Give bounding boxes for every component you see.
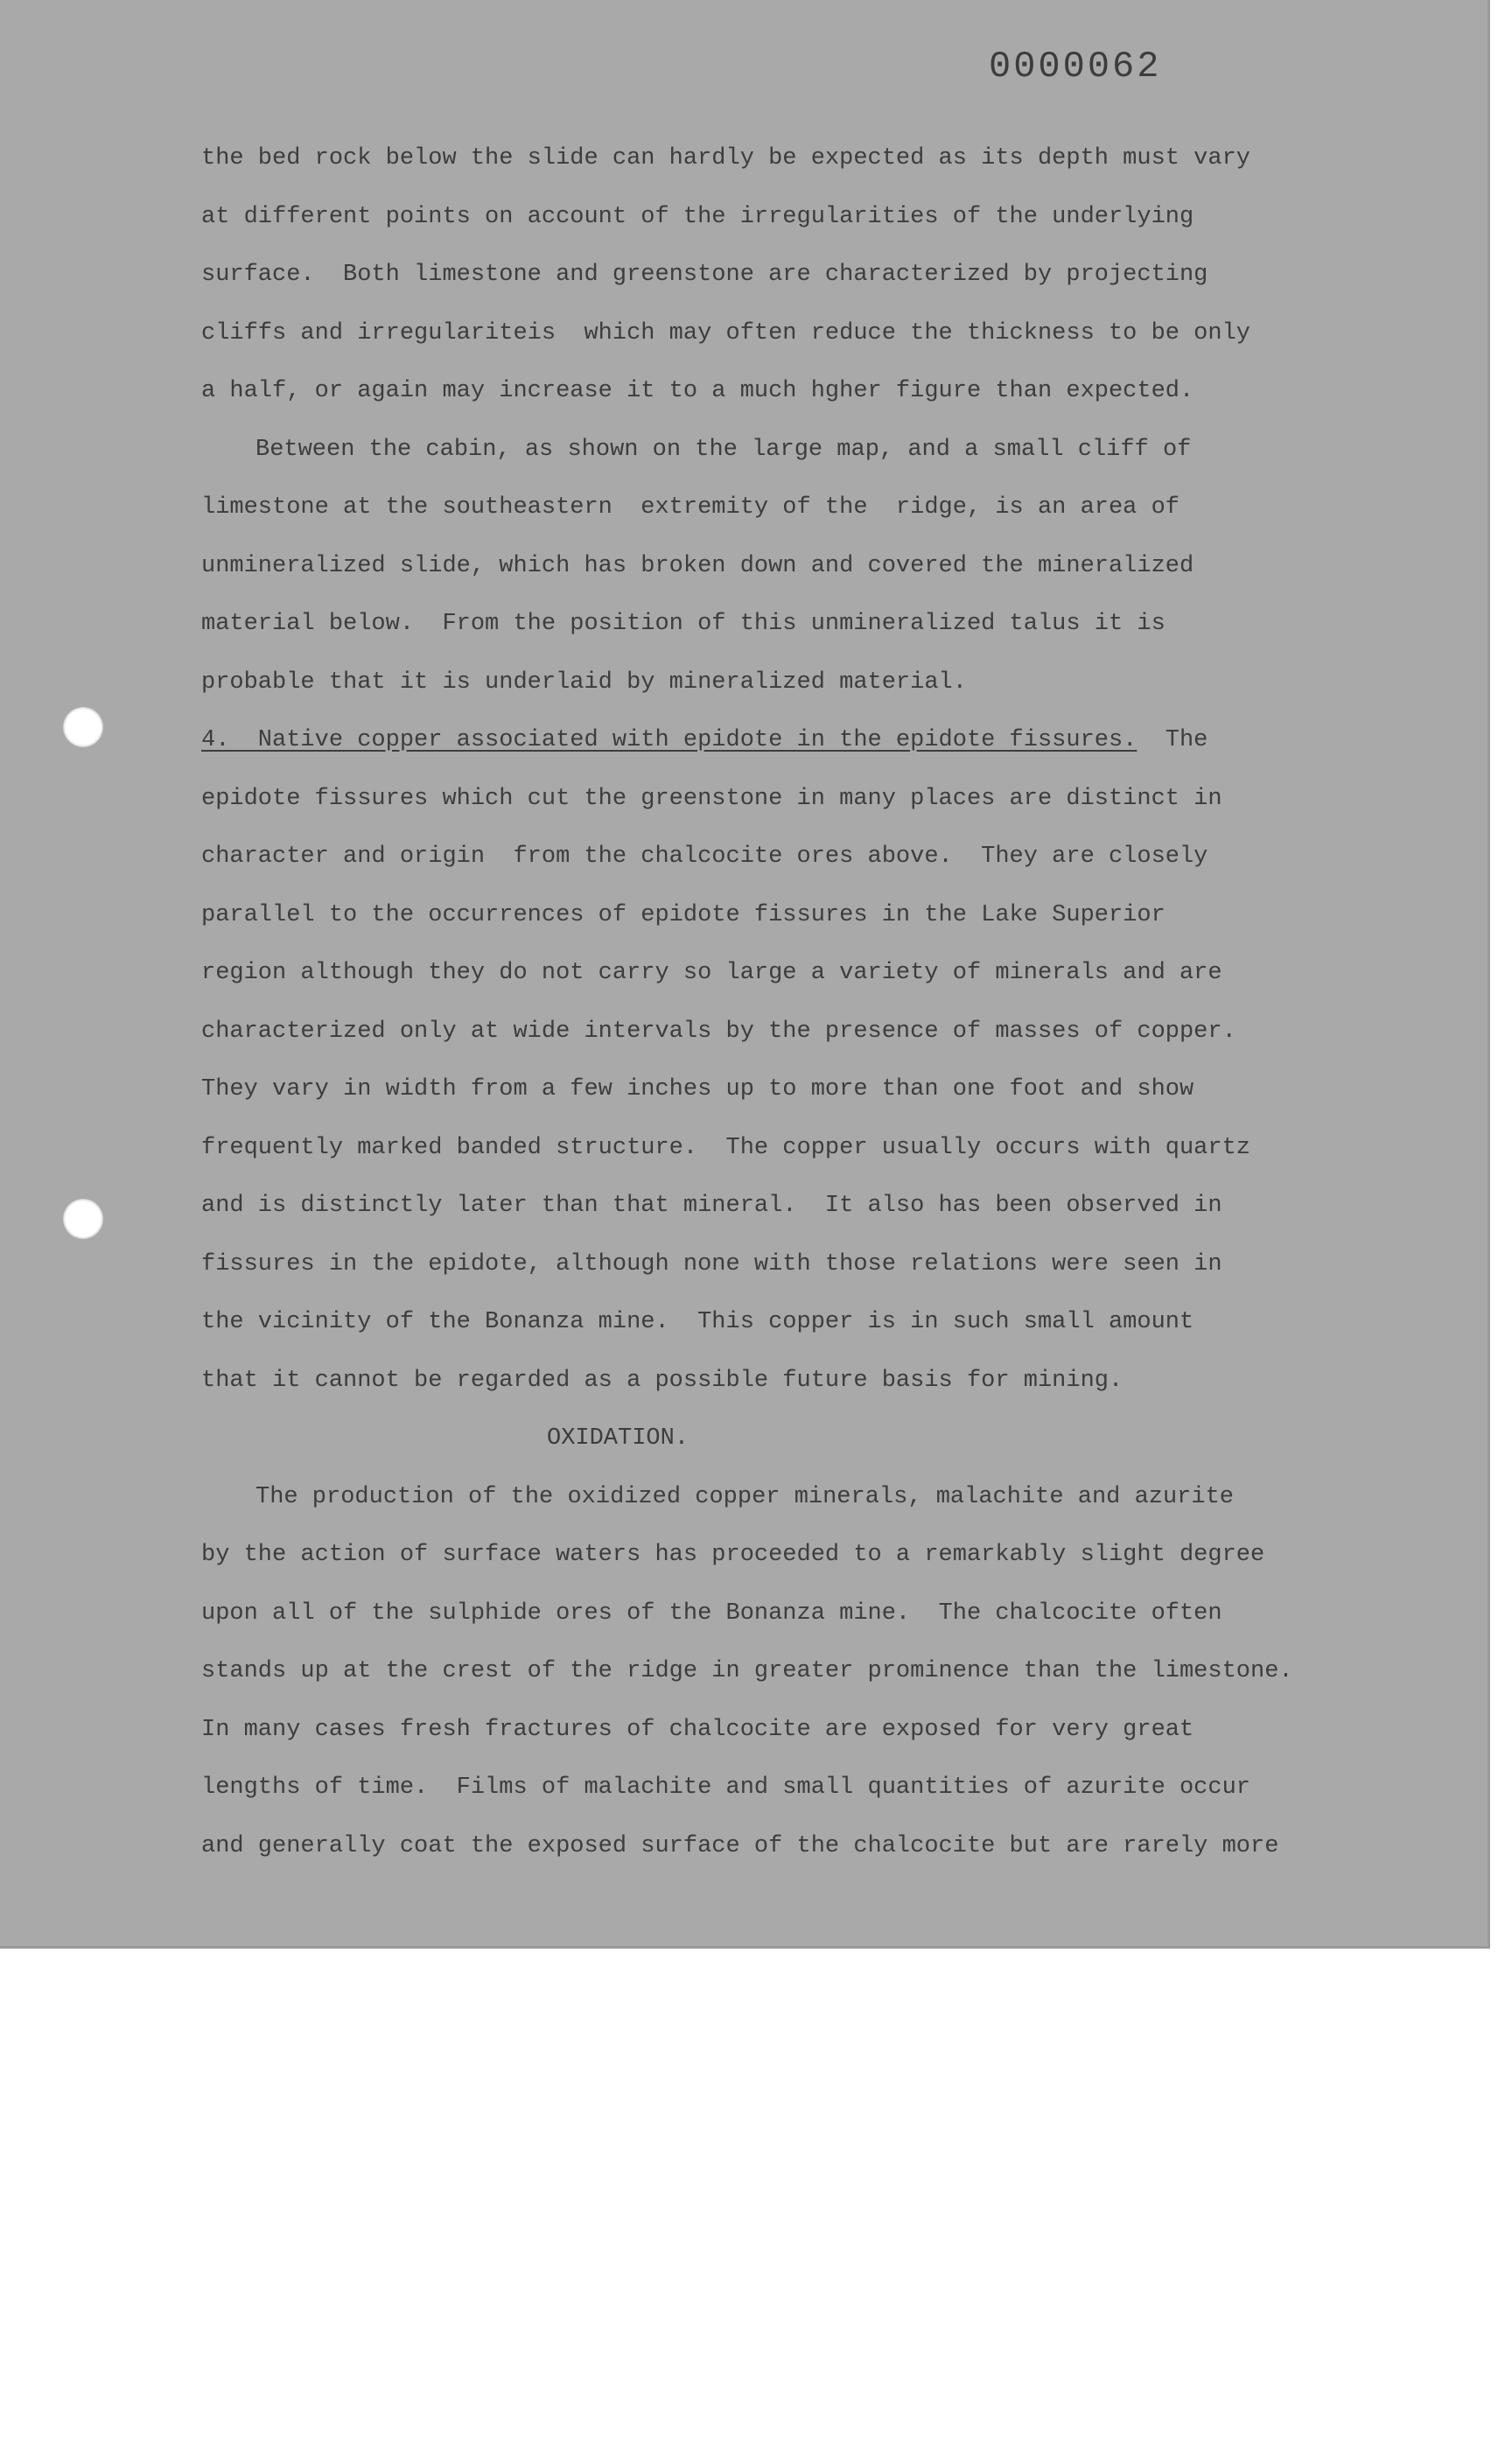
text-line: characterized only at wide intervals by the presence of masses of copper. (201, 1018, 1236, 1045)
text-line: that it cannot be regarded as a possible future basis for mining. (201, 1367, 1124, 1394)
text-line: a half, or again may increase it to a much hgher figure than expected. (201, 378, 1194, 404)
text-line: cliffs and irregulariteis which may often reduce the thickness to be only (201, 319, 1250, 346)
text-line: limestone at the southeastern extremity of the ridge, is an area of (201, 494, 1180, 521)
text-line: In many cases fresh fractures of chalcocite are exposed for very great (201, 1716, 1194, 1743)
section-4-heading-line (201, 711, 1374, 770)
section-4-heading: 4. Native copper associated with epidote in the epidote fissures. (201, 727, 1138, 753)
text-line: the vicinity of the Bonanza mine. This copper is in such small amount (201, 1309, 1194, 1335)
text-line: Between the cabin, as shown on the large map, and a small cliff of (256, 436, 1192, 463)
text-line: parallel to the occurrences of epidote fissures in the Lake Superior (201, 901, 1166, 928)
text-line: and is distinctly later than that mineral. It also has been observed in (201, 1193, 1222, 1219)
punch-hole-top (63, 707, 103, 747)
section-4-heading-tail: The (1137, 727, 1208, 753)
text-line: lengths of time. Films of malachite and small quantities of azurite occur (201, 1774, 1250, 1801)
text-line: character and origin from the chalcocite ores above. They are closely (201, 844, 1208, 870)
text-line: material below. From the position of this unmineralized talus it is (201, 611, 1166, 637)
text-line: region although they do not carry so large a variety of minerals and are (201, 960, 1222, 986)
text-line: at different points on account of the irregularities of the underlying (201, 203, 1194, 230)
text-line: unmineralized slide, which has broken down and covered the mineralized (201, 552, 1194, 579)
punch-hole-bottom (63, 1199, 103, 1239)
text-line: epidote fissures which cut the greenstone in many places are distinct in (201, 785, 1222, 812)
typed-text-body (201, 130, 1374, 1875)
text-line: They vary in width from a few inches up to more than one foot and show (201, 1076, 1194, 1102)
text-line: The production of the oxidized copper minerals, malachite and azurite (256, 1483, 1234, 1510)
text-line: the bed rock below the slide can hardly be expected as its depth must vary (201, 145, 1250, 172)
text-line: surface. Both limestone and greenstone are characterized by projecting (201, 262, 1208, 288)
text-line: upon all of the sulphide ores of the Bonanza mine. The chalcocite often (201, 1600, 1222, 1627)
oxidation-heading: OXIDATION. (547, 1425, 690, 1452)
text-line: and generally coat the exposed surface of the chalcocite but are rarely more (201, 1832, 1279, 1859)
text-line: frequently marked banded structure. The copper usually occurs with quartz (201, 1134, 1250, 1161)
text-line: by the action of surface waters has proceeded to a remarkably slight degree (201, 1542, 1265, 1568)
page-number: 0000062 (989, 46, 1162, 88)
text-line: fissures in the epidote, although none with those relations were seen in (201, 1250, 1222, 1278)
text-line: probable that it is underlaid by mineralized material. (201, 668, 967, 696)
text-line: stands up at the crest of the ridge in greater prominence than the limestone. (201, 1658, 1293, 1684)
